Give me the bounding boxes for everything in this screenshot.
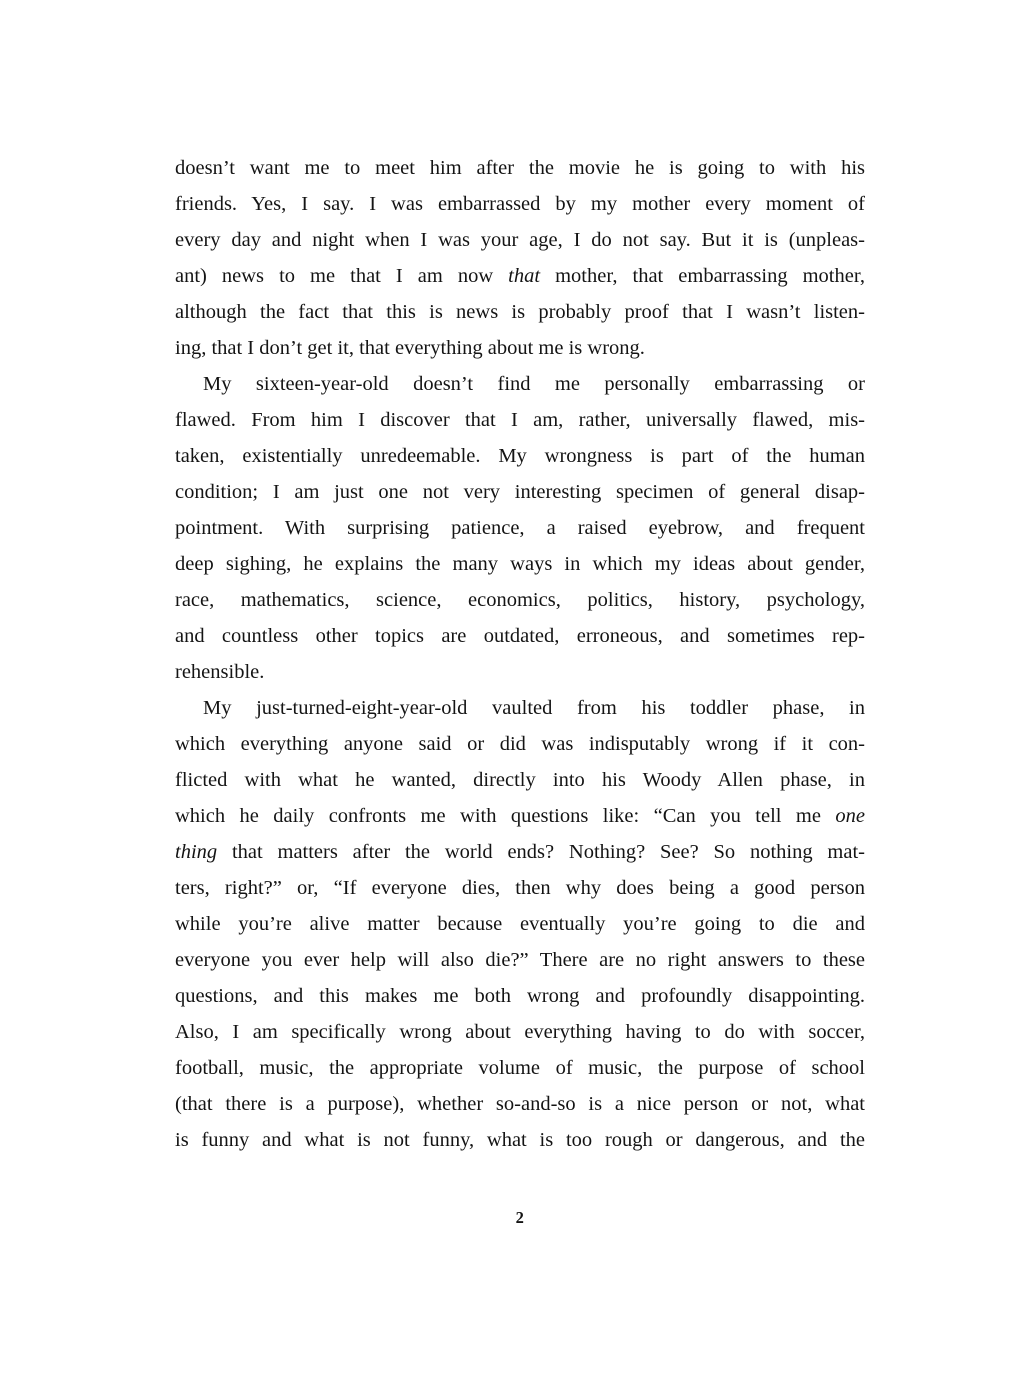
text-block: [175, 150, 865, 1158]
text-line: ing, that I don’t get it, that everything about me is wrong.: [175, 337, 645, 359]
text-line: is funny and what is not funny, what is too rough or dangerous, and the: [175, 1129, 865, 1151]
text-line: and countless other topics are outdated, erroneous, and sometimes rep-: [175, 625, 865, 647]
text-line: taken, existentially unredeemable. My wrongness is part of the human: [175, 445, 865, 467]
page-number: 2: [515, 1208, 525, 1227]
text-line: which everything anyone said or did was indisputably wrong if it con-: [175, 733, 865, 755]
text-line: flawed. From him I discover that I am, rather, universally flawed, mis-: [175, 409, 865, 431]
text-line: doesn’t want me to meet him after the movie he is going to with his: [175, 157, 865, 179]
text-line: race, mathematics, science, economics, politics, history, psychology,: [175, 589, 865, 611]
text-line: ters, right?” or, “If everyone dies, then why does being a good person: [175, 877, 865, 899]
text-line: condition; I am just one not very interesting specimen of general disap-: [175, 481, 865, 503]
text-line: (that there is a purpose), whether so-and-so is a nice person or not, what: [175, 1093, 865, 1115]
text-line: deep sighing, he explains the many ways in which my ideas about gender,: [175, 553, 865, 575]
text-line: every day and night when I was your age, I do not say. But it is (unpleas-: [175, 229, 865, 251]
text-line: flicted with what he wanted, directly into his Woody Allen phase, in: [175, 769, 865, 791]
text-line: football, music, the appropriate volume of music, the purpose of school: [175, 1057, 865, 1079]
text-line: pointment. With surprising patience, a raised eyebrow, and frequent: [175, 517, 865, 539]
text-line: ant) news to me that I am now that mother, that embarrassing mother,: [175, 265, 865, 287]
text-line: My just-turned-eight-year-old vaulted from his toddler phase, in: [203, 697, 865, 719]
paragraph: [175, 150, 865, 366]
text-line: My sixteen-year-old doesn’t find me personally embarrassing or: [203, 373, 865, 395]
text-line: friends. Yes, I say. I was embarrassed by my mother every moment of: [175, 193, 865, 215]
text-line: rehensible.: [175, 661, 265, 683]
text-line: questions, and this makes me both wrong and profoundly disappointing.: [175, 985, 865, 1007]
text-line: while you’re alive matter because eventually you’re going to die and: [175, 913, 865, 935]
text-line: which he daily confronts me with questions like: “Can you tell me one: [175, 805, 865, 827]
paragraph: [175, 690, 865, 1158]
text-line: thing that matters after the world ends? Nothing? See? So nothing mat-: [175, 841, 865, 863]
text-line: although the fact that this is news is probably proof that I wasn’t listen-: [175, 301, 865, 323]
text-line: everyone you ever help will also die?” There are no right answers to these: [175, 949, 865, 971]
paragraph: [175, 366, 865, 690]
text-line: Also, I am specifically wrong about everything having to do with soccer,: [175, 1021, 865, 1043]
